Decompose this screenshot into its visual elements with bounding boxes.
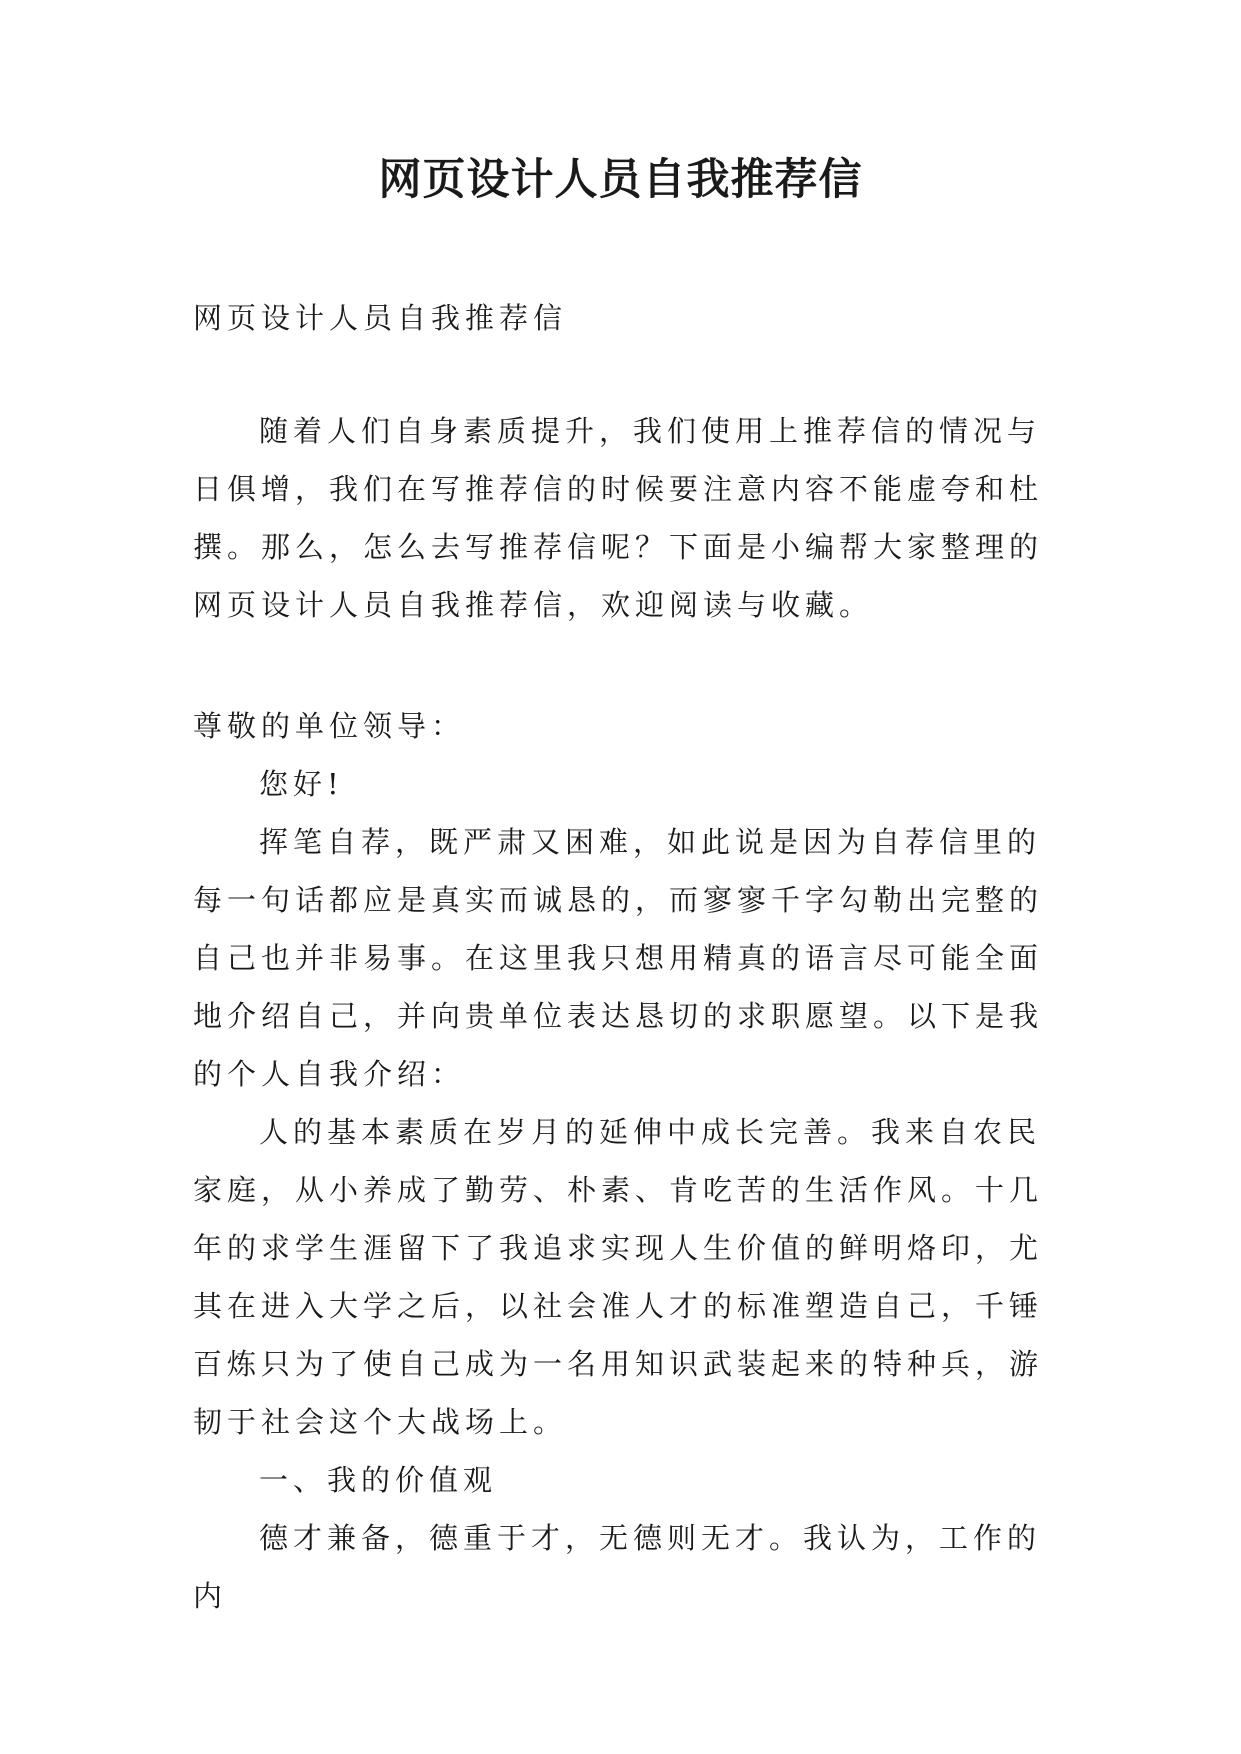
subtitle-text: 网页设计人员自我推荐信 — [193, 301, 568, 335]
salutation: 尊敬的单位领导： — [193, 709, 466, 743]
paragraph-self-recommendation: 挥笔自荐，既严肃又困难，如此说是因为自荐信里的每一句话都应是真实而诚恳的，而寥寥千字勾勒出完整的自己也并非易事。在这里我只想用精真的语言尽可能全面地介绍自己，并向贵单位表达恳切的求职愿望。以下是我的个人自我介绍： — [193, 825, 1044, 1091]
document-title: 网页设计人员自我推荐信 — [378, 155, 863, 205]
letter-body — [193, 697, 1053, 1625]
paragraph-background: 人的基本素质在岁月的延伸中成长完善。我来自农民家庭，从小养成了勤劳、朴素、肯吃苦的生活作风。十几年的求学生涯留下了我追求实现人生价值的鲜明烙印，尤其在进入大学之后，以社会准人才的标准塑造自己，千锤百炼只为了使自己成为一名用知识武装起来的特种兵，游韧于社会这个大战场上。 — [193, 1115, 1044, 1439]
paragraph-values: 德才兼备，德重于才，无德则无才。我认为，工作的内 — [193, 1521, 1042, 1613]
greeting: 您好! — [259, 767, 344, 801]
document-subtitle — [193, 289, 1053, 347]
section-heading-values: 一、我的价值观 — [259, 1463, 498, 1497]
intro-section — [193, 402, 1053, 634]
intro-paragraph: 随着人们自身素质提升，我们使用上推荐信的情况与日俱增，我们在写推荐信的时候要注意内容不能虚夸和杜撰。那么，怎么去写推荐信呢？下面是小编帮大家整理的网页设计人员自我推荐信，欢迎阅读与收藏。 — [193, 414, 1044, 622]
